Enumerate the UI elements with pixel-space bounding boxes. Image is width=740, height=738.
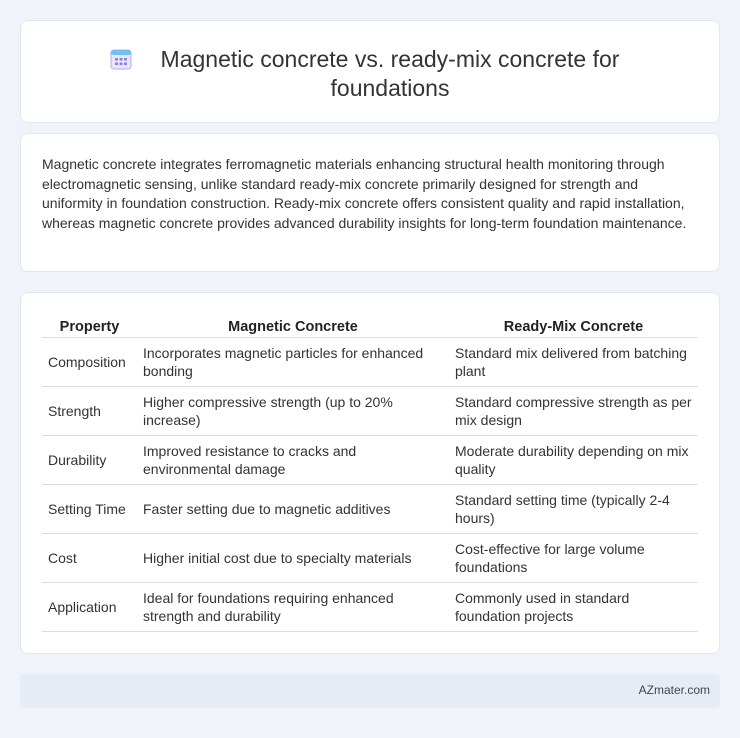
comparison-table [42,313,698,632]
footer-brand: AZmater.com [638,683,710,697]
property-cell: Durability [42,435,137,484]
comparison-table-card [20,292,720,654]
property-cell: Application [42,582,137,631]
title-card [20,20,720,123]
magnetic-cell: Higher compressive strength (up to 20% increase) [137,386,449,435]
ready-mix-cell: Cost-effective for large volume foundations [449,533,698,582]
column-header-property: Property [42,313,137,337]
ready-mix-cell: Standard mix delivered from batching plant [449,337,698,386]
ready-mix-cell: Commonly used in standard foundation projects [449,582,698,631]
property-cell: Strength [42,386,137,435]
footer-bar [20,674,720,708]
ready-mix-cell: Moderate durability depending on mix quality [449,435,698,484]
table-header-row [42,313,698,337]
ready-mix-cell: Standard setting time (typically 2-4 hours) [449,484,698,533]
magnetic-cell: Higher initial cost due to specialty materials [137,533,449,582]
magnetic-cell: Ideal for foundations requiring enhanced strength and durability [137,582,449,631]
property-cell: Cost [42,533,137,582]
table-row [42,582,698,631]
magnetic-cell: Faster setting due to magnetic additives [137,484,449,533]
page-title: Magnetic concrete vs. ready-mix concrete for foundations [160,46,620,101]
ready-mix-cell: Standard compressive strength as per mix design [449,386,698,435]
table-row [42,337,698,386]
table-row [42,484,698,533]
magnetic-cell: Improved resistance to cracks and environmental damage [137,435,449,484]
property-cell: Setting Time [42,484,137,533]
column-header-magnetic-concrete: Magnetic Concrete [137,313,449,337]
property-cell: Composition [42,337,137,386]
table-row [42,435,698,484]
description-card [20,133,720,272]
magnetic-cell: Incorporates magnetic particles for enhanced bonding [137,337,449,386]
table-row [42,533,698,582]
description-text: Magnetic concrete integrates ferromagnetic materials enhancing structural health monitoring through electromagnetic sensing, unlike standard ready-mix concrete primarily designed for strength and uniformity in foundation construction. Ready-mix concrete offers consistent quality and rapid installation, whereas magnetic concrete provides advanced durability insights for long-term foundation maintenance. [42,156,687,231]
table-row [42,386,698,435]
column-header-ready-mix-concrete: Ready-Mix Concrete [449,313,698,337]
